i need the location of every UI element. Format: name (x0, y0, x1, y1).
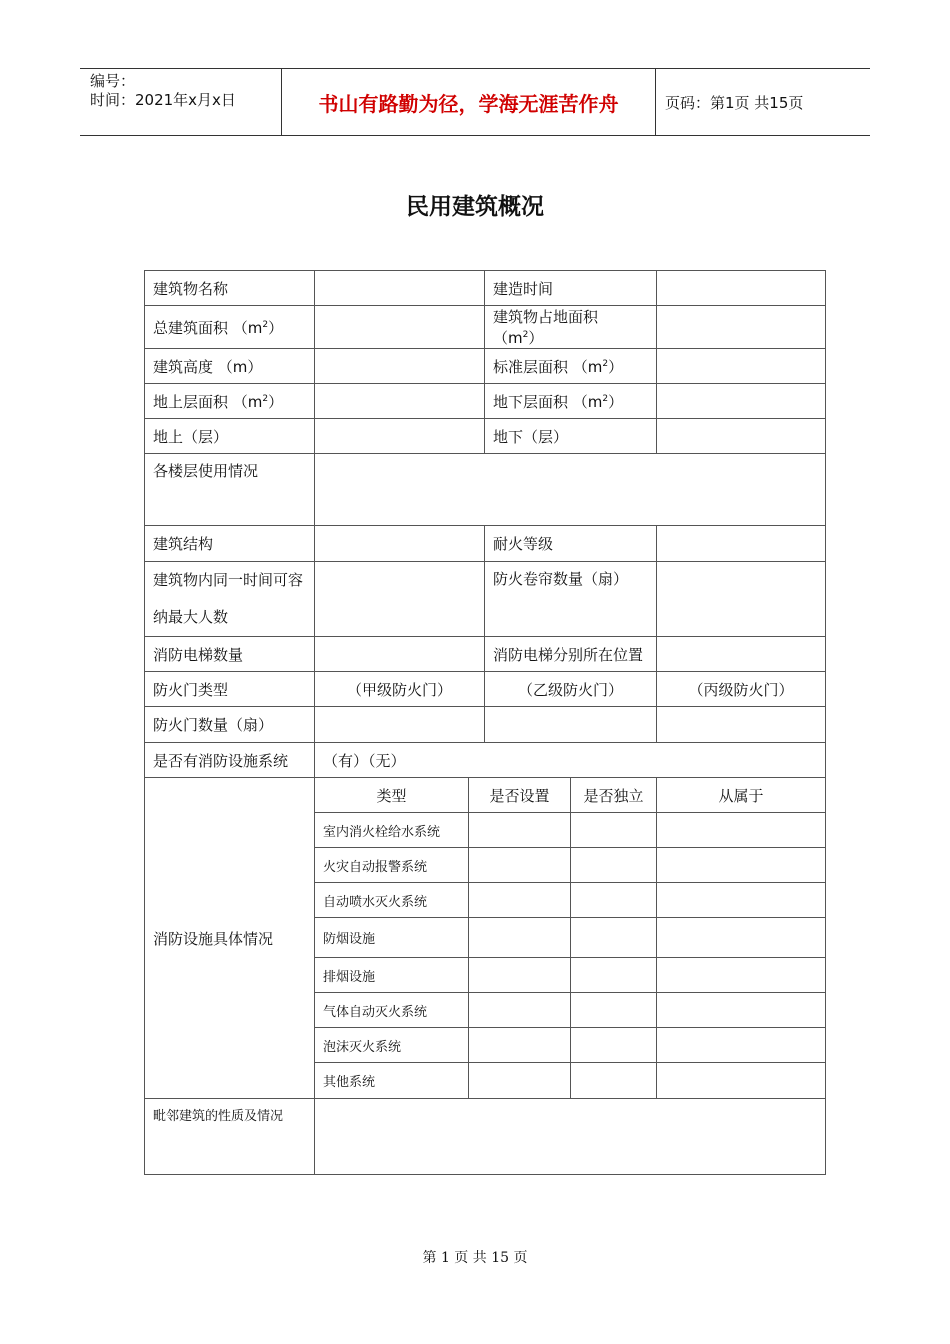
facility-name: 自动喷水灭火系统 (315, 883, 469, 918)
facility-belongs[interactable] (657, 848, 826, 883)
building-info-table (144, 270, 826, 1175)
value-door-a-count[interactable] (315, 707, 485, 743)
facility-name: 火灾自动报警系统 (315, 848, 469, 883)
label-below-area: 地下层面积 $(m^2)$ (485, 384, 657, 419)
facility-set[interactable] (469, 1028, 571, 1063)
label-door-count: 防火门数量（扇） (145, 707, 315, 743)
label-above-area: 地上层面积 $(m^2)$ (145, 384, 315, 419)
facility-independent[interactable] (571, 958, 657, 993)
value-above-area[interactable] (315, 384, 485, 419)
facility-header-type: 类型 (315, 778, 469, 813)
label-total-area: 总建筑面积 $(m^2)$ (145, 306, 315, 349)
value-below[interactable] (657, 419, 826, 454)
value-neighbor[interactable] (315, 1099, 826, 1175)
label-elevator-count: 消防电梯数量 (145, 637, 315, 672)
facility-name: 室内消火栓给水系统 (315, 813, 469, 848)
label-above: 地上（层） (145, 419, 315, 454)
label-fire-rating: 耐火等级 (485, 526, 657, 562)
facility-name: 气体自动灭火系统 (315, 993, 469, 1028)
facility-header-belongs: 从属于 (657, 778, 826, 813)
facility-set[interactable] (469, 1063, 571, 1099)
facility-belongs[interactable] (657, 993, 826, 1028)
value-height[interactable] (315, 349, 485, 384)
facility-independent[interactable] (571, 993, 657, 1028)
facility-set[interactable] (469, 848, 571, 883)
facility-independent[interactable] (571, 813, 657, 848)
facility-name: 排烟设施 (315, 958, 469, 993)
value-below-area[interactable] (657, 384, 826, 419)
label-name: 建筑物名称 (145, 271, 315, 306)
facility-independent[interactable] (571, 883, 657, 918)
label-footprint: 建筑物占地面积$(m^2)$ (485, 306, 657, 349)
facility-name: 防烟设施 (315, 918, 469, 958)
label-below: 地下（层） (485, 419, 657, 454)
time-label: 时间：2021年x月x日 (90, 91, 236, 109)
header-motto: 书山有路勤为径，学海无涯苦作舟 (282, 69, 656, 135)
value-above[interactable] (315, 419, 485, 454)
facility-independent[interactable] (571, 1028, 657, 1063)
label-height: 建筑高度 （m） (145, 349, 315, 384)
facility-belongs[interactable] (657, 1028, 826, 1063)
label-neighbor: 毗邻建筑的性质及情况 (145, 1099, 315, 1175)
value-has-system[interactable]: （有）（无） (315, 743, 826, 778)
facility-belongs[interactable] (657, 883, 826, 918)
label-shutter: 防火卷帘数量（扇） (485, 562, 657, 637)
value-elevator-pos[interactable] (657, 637, 826, 672)
label-build-time: 建造时间 (485, 271, 657, 306)
facility-header-set: 是否设置 (469, 778, 571, 813)
page-header (80, 68, 870, 136)
value-fire-rating[interactable] (657, 526, 826, 562)
page-info: 页码：第1页 共15页 (665, 93, 804, 112)
header-meta (80, 69, 282, 135)
number-label: 编号： (90, 72, 136, 90)
value-total-area[interactable] (315, 306, 485, 349)
facility-header-independent: 是否独立 (571, 778, 657, 813)
facility-belongs[interactable] (657, 918, 826, 958)
value-door-b-count[interactable] (485, 707, 657, 743)
label-std-floor: 标准层面积 $(m^2)$ (485, 349, 657, 384)
label-structure: 建筑结构 (145, 526, 315, 562)
label-capacity: 建筑物内同一时间可容纳最大人数 (145, 562, 315, 637)
label-door-type: 防火门类型 (145, 672, 315, 707)
facility-set[interactable] (469, 958, 571, 993)
value-capacity[interactable] (315, 562, 485, 637)
facility-set[interactable] (469, 813, 571, 848)
door-b: （乙级防火门） (485, 672, 657, 707)
value-build-time[interactable] (657, 271, 826, 306)
facility-name: 泡沫灭火系统 (315, 1028, 469, 1063)
label-has-system: 是否有消防设施系统 (145, 743, 315, 778)
page-footer: 第 1 页 共 15 页 (422, 1250, 528, 1266)
label-elevator-pos: 消防电梯分别所在位置 (485, 637, 657, 672)
value-usage[interactable] (315, 454, 826, 526)
facility-independent[interactable] (571, 918, 657, 958)
facility-independent[interactable] (571, 848, 657, 883)
door-a: （甲级防火门） (315, 672, 485, 707)
value-std-floor[interactable] (657, 349, 826, 384)
label-usage: 各楼层使用情况 (145, 454, 315, 526)
facility-set[interactable] (469, 883, 571, 918)
facility-name: 其他系统 (315, 1063, 469, 1099)
value-shutter[interactable] (657, 562, 826, 637)
value-footprint[interactable] (657, 306, 826, 349)
value-elevator-count[interactable] (315, 637, 485, 672)
value-structure[interactable] (315, 526, 485, 562)
value-name[interactable] (315, 271, 485, 306)
facility-set[interactable] (469, 993, 571, 1028)
facility-belongs[interactable] (657, 1063, 826, 1099)
value-door-c-count[interactable] (657, 707, 826, 743)
facility-belongs[interactable] (657, 958, 826, 993)
facility-set[interactable] (469, 918, 571, 958)
facility-independent[interactable] (571, 1063, 657, 1099)
label-facility-detail: 消防设施具体情况 (145, 778, 315, 1099)
door-c: （丙级防火门） (657, 672, 826, 707)
facility-belongs[interactable] (657, 813, 826, 848)
page-title: 民用建筑概况 (406, 194, 544, 220)
